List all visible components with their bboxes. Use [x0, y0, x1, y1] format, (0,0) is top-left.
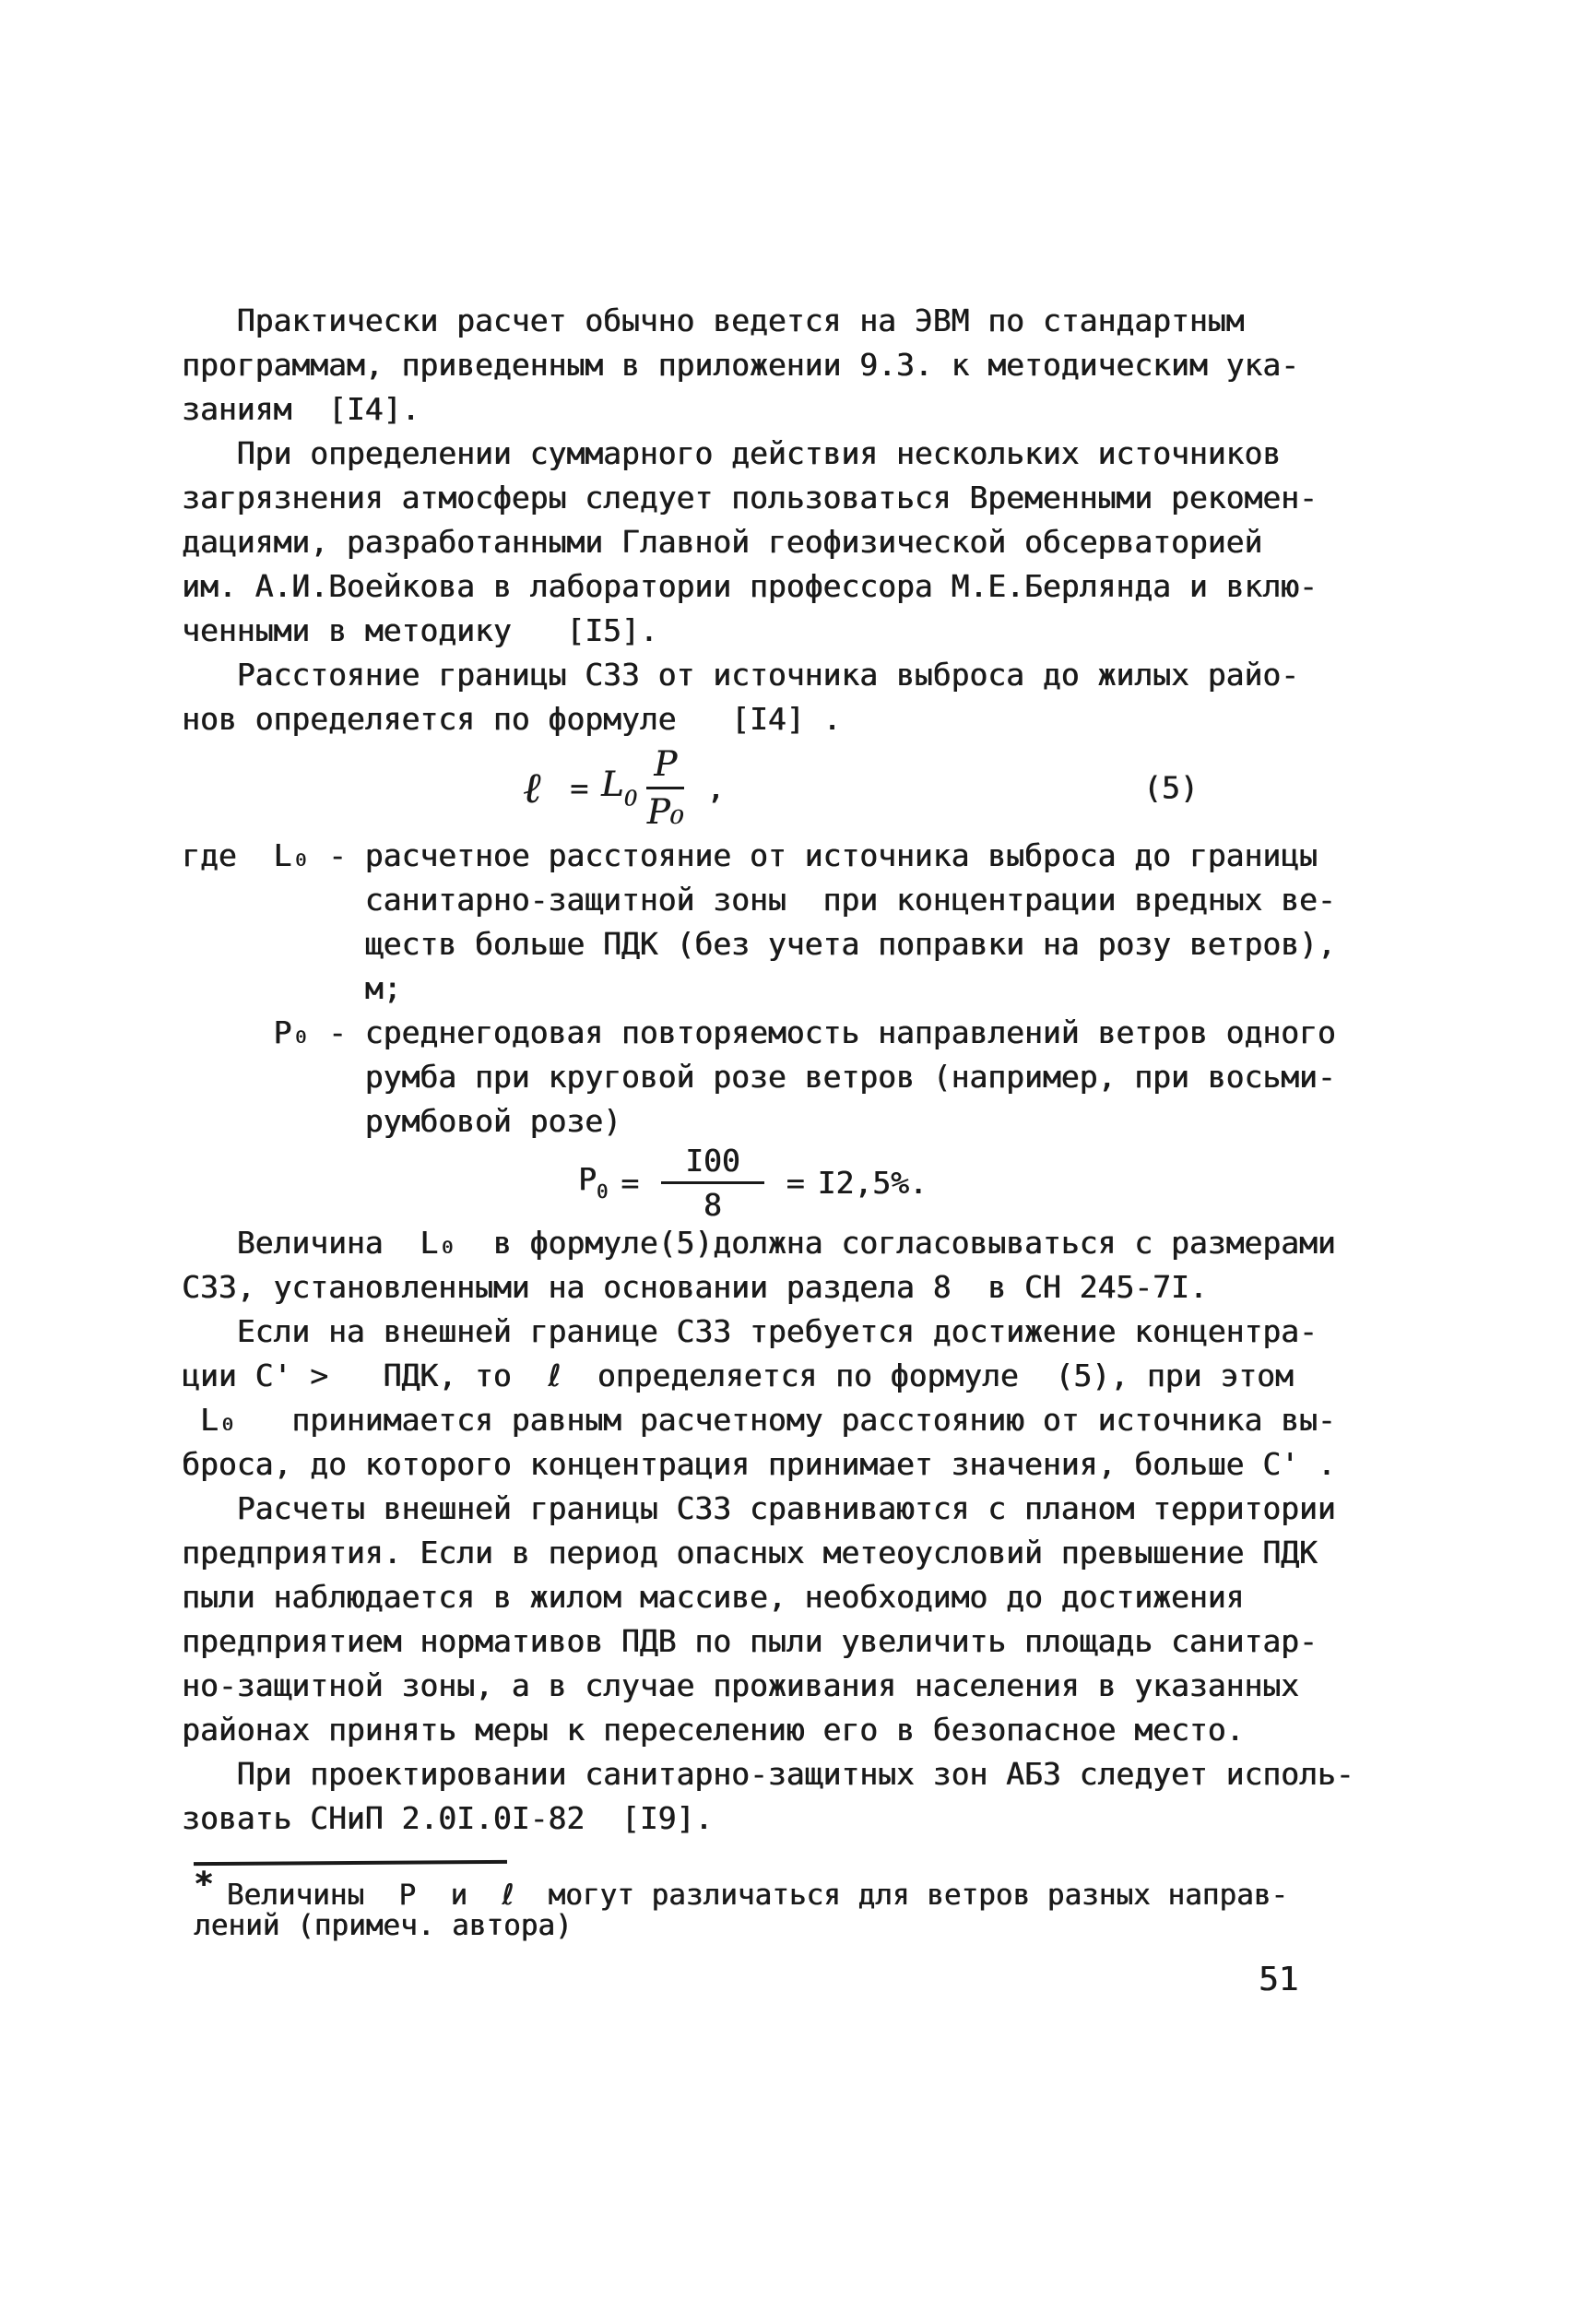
- fraction-denominator: Р₀: [646, 791, 684, 832]
- fraction-100-over-8: [661, 1143, 764, 1223]
- text-line: румбовой розе): [182, 1103, 621, 1139]
- paragraph-7: [182, 1752, 1485, 1841]
- text-line: ции С' > ПДК, то ℓ определяется по формуле (5), при этом: [182, 1357, 1294, 1393]
- text-line: им. А.И.Воейкова в лаборатории профессора М.Е.Берлянда и вклю-: [182, 568, 1318, 604]
- equals-sign: =: [786, 1164, 805, 1201]
- paragraph-5: [182, 1310, 1485, 1487]
- text-line: предприятия. Если в период опасных метеоусловий превышение ПДК: [182, 1535, 1318, 1571]
- paragraph-2: [182, 432, 1485, 653]
- definition-list: [182, 834, 1485, 1144]
- equals-sign: =: [621, 1164, 640, 1201]
- text-line: Если на внешней границе СЗЗ требуется достижение концентра-: [182, 1313, 1318, 1349]
- formula-distance-equation: [182, 741, 1485, 834]
- text-line: но-защитной зоны, а в случае проживания населения в указанных: [182, 1667, 1299, 1703]
- formula-p0-value: [182, 1144, 1485, 1221]
- p0-result: I2,5%.: [817, 1164, 928, 1201]
- text-line: Расстояние границы СЗЗ от источника выброса до жилых райо-: [182, 657, 1299, 693]
- text-line: Расчеты внешней границы СЗЗ сравниваются с планом территории: [182, 1490, 1336, 1526]
- footnote-line-1: [194, 1865, 1485, 1912]
- equals-sign: =: [570, 769, 589, 806]
- footnote-text: Величины Р и ℓ могут различаться для ветров разных направ-: [226, 1879, 1288, 1912]
- text-line: Р₀ - среднегодовая повторяемость направлений ветров одного: [182, 1014, 1336, 1050]
- text-line: программам, приведенным в приложении 9.3. к методическим ука-: [182, 347, 1299, 383]
- text-line: ченными в методику [I5].: [182, 612, 658, 648]
- paragraph-6: [182, 1487, 1485, 1752]
- text-line: дациями, разработанными Главной геофизической обсерваторией: [182, 524, 1263, 560]
- text-line: зовать СНиП 2.0I.0I-82 [I9].: [182, 1800, 714, 1836]
- text-line: румба при круговой розе ветров (например, при восьми-: [182, 1059, 1336, 1095]
- paragraph-4: [182, 1221, 1485, 1310]
- text-line: При проектировании санитарно-защитных зон АБЗ следует исполь-: [182, 1756, 1354, 1792]
- text-line: санитарно-защитной зоны при концентрации вредных ве-: [182, 882, 1336, 918]
- text-line: Практически расчет обычно ведется на ЭВМ по стандартным: [182, 302, 1245, 338]
- text-line: районах принять меры к переселению его в безопасное место.: [182, 1712, 1245, 1748]
- text-line: заниям [I4].: [182, 391, 420, 427]
- footnote-asterisk: *: [194, 1866, 214, 1903]
- footnote: [182, 1861, 1485, 1946]
- paragraph-3: [182, 653, 1485, 741]
- equation-number: (5): [1143, 769, 1199, 806]
- text-line: броса, до которого концентрация принимает значения, больше С' .: [182, 1446, 1336, 1482]
- page-number: 51: [1259, 1961, 1299, 1998]
- formula-coefficient: $L_0$: [601, 764, 638, 812]
- paragraph-1: [182, 299, 1485, 432]
- text-line: СЗЗ, установленными на основании раздела 8 в СН 245-7I.: [182, 1269, 1208, 1305]
- formula-lhs-ell: ℓ: [523, 763, 541, 812]
- formula-comma: ,: [706, 769, 725, 806]
- text-line: ществ больше ПДК (без учета поправки на розу ветров),: [182, 926, 1336, 962]
- text-line: м;: [182, 970, 402, 1006]
- p0-subscript: 0: [596, 1180, 609, 1203]
- fraction-p-over-p0: [646, 744, 684, 832]
- text-line: загрязнения атмосферы следует пользоваться Временными рекомен-: [182, 480, 1318, 516]
- text-line: L₀ принимается равным расчетному расстоянию от источника вы-: [182, 1402, 1336, 1438]
- text-line: предприятием нормативов ПДВ по пыли увеличить площадь санитар-: [182, 1623, 1318, 1659]
- footnote-line-2: лений (примеч. автора): [194, 1909, 573, 1942]
- text-line: нов определяется по формуле [I4] .: [182, 701, 842, 737]
- fraction-numerator: Р: [646, 744, 684, 789]
- fraction-numerator: I00: [661, 1143, 764, 1184]
- text-line: пыли наблюдается в жилом массиве, необходимо до достижения: [182, 1579, 1245, 1615]
- text-line: При определении суммарного действия нескольких источников: [182, 435, 1282, 471]
- p0-symbol: $Р_0$: [578, 1161, 609, 1203]
- text-line: Величина L₀ в формуле(5)должна согласовываться с размерами: [182, 1225, 1336, 1261]
- text-line: где L₀ - расчетное расстояние от источника выброса до границы: [182, 837, 1318, 873]
- fraction-denominator: 8: [703, 1186, 722, 1223]
- coefficient-subscript: 0: [623, 787, 638, 812]
